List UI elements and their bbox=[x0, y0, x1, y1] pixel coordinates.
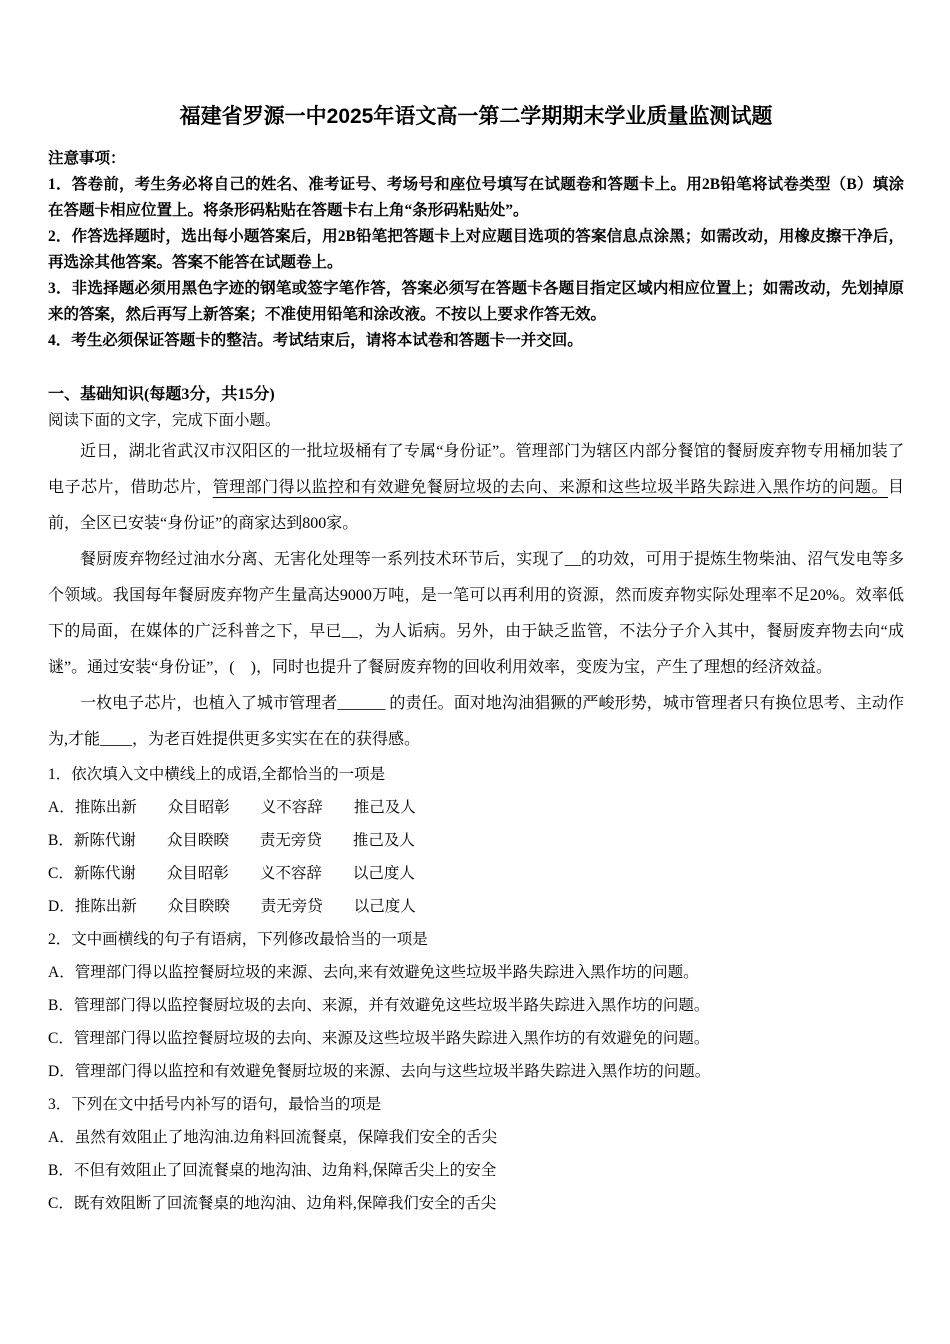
question-1-stem: 1．依次填入文中横线上的成语,全都恰当的一项是 bbox=[48, 766, 386, 783]
question-1-option-c: C．新陈代谢 众目昭彰 义不容辞 以己度人 bbox=[48, 865, 415, 882]
question-3-option-a: A．虽然有效阻止了地沟油.边角料回流餐桌，保障我们安全的舌尖 bbox=[48, 1129, 498, 1146]
notice-item-1: 1．答卷前，考生务必将自己的姓名、准考证号、考场号和座位号填写在试题卷和答题卡上。用2B铅笔将试卷类型（B）填涂在答题卡相应位置上。将条形码粘贴在答题卡右上角“条形码粘贴处”。 bbox=[48, 176, 904, 219]
question-1 bbox=[48, 758, 904, 923]
passage-paragraph-1 bbox=[48, 434, 904, 542]
paragraph-1-post-text: 目前，全区已安装“身份证”的商家达到800家。 bbox=[48, 479, 904, 532]
page-title: 福建省罗源一中2025年语文高一第二学期期末学业质量监测试题 bbox=[179, 105, 773, 128]
question-1-option-d: D．推陈出新 众目睽睽 责无旁贷 以己度人 bbox=[48, 898, 416, 915]
paragraph-1-pre-text: 近日，湖北省武汉市汉阳区的一批垃圾桶有了专属“身份证”。管理部门为辖区内部分餐馆的餐厨废弃物专用桶加装了电子芯片，借助芯片， bbox=[48, 443, 904, 496]
section-1-heading: 一、基础知识(每题3分，共15分) bbox=[48, 386, 275, 403]
passage-paragraph-2: 餐厨废弃物经过油水分离、无害化处理等一系列技术环节后，实现了__的功效，可用于提炼生物柴油、沼气发电等多个领域。我国每年餐厨废弃物产生量高达9000万吨，是一笔可以再利用的资源，然而废弃物实际处理率不足20%。效率低下的局面，在媒体的广泛科普之下，早已__，为人诟病。另外，由于缺乏监管，不法分子介入其中，餐厨废弃物去向“成谜”。通过安装“身份证”，( )，同时也提升了餐厨废弃物的回收利用效率，变废为宝，产生了理想的经济效益。 bbox=[48, 551, 904, 676]
notice-item-4: 4．考生必须保证答题卡的整洁。考试结束后，请将本试卷和答题卡一并交回。 bbox=[48, 332, 583, 349]
section-1-intro: 阅读下面的文字，完成下面小题。 bbox=[48, 412, 281, 429]
notice-item-2: 2．作答选择题时，选出每小题答案后，用2B铅笔把答题卡上对应题目选项的答案信息点涂黑；如需改动，用橡皮擦干净后，再选涂其他答案。答案不能答在试题卷上。 bbox=[48, 228, 904, 271]
reading-passage bbox=[48, 434, 904, 758]
question-3 bbox=[48, 1088, 904, 1220]
paragraph-1-underlined-text: 管理部门得以监控和有效避免餐厨垃圾的去向、来源和这些垃圾半路失踪进入黑作坊的问题。 bbox=[212, 479, 888, 496]
passage-paragraph-3: 一枚电子芯片，也植入了城市管理者______ 的责任。面对地沟油猖獗的严峻形势，城市管理者只有换位思考、主动作为,才能____，为老百姓提供更多实实在在的获得感。 bbox=[48, 695, 904, 748]
question-3-option-b: B．不但有效阻止了回流餐桌的地沟油、边角料,保障舌尖上的安全 bbox=[48, 1162, 497, 1179]
question-3-stem: 3．下列在文中括号内补写的语句，最恰当的项是 bbox=[48, 1096, 382, 1113]
question-2-stem: 2．文中画横线的句子有语病，下列修改最恰当的一项是 bbox=[48, 931, 428, 948]
notice-item-3: 3．非选择题必须用黑色字迹的钢笔或签字笔作答，答案必须写在答题卡各题目指定区域内相应位置上；如需改动，先划掉原来的答案，然后再写上新答案；不准使用铅笔和涂改液。不按以上要求作答无效。 bbox=[48, 280, 904, 323]
notice-heading: 注意事项： bbox=[48, 150, 126, 167]
question-2 bbox=[48, 923, 904, 1088]
notice-section bbox=[48, 146, 904, 354]
questions-section bbox=[48, 758, 904, 1220]
question-3-option-c: C．既有效阻断了回流餐桌的地沟油、边角料,保障我们安全的舌尖 bbox=[48, 1195, 497, 1212]
question-1-option-a: A．推陈出新 众目昭彰 义不容辞 推己及人 bbox=[48, 799, 416, 816]
question-2-option-b: B．管理部门得以监控餐厨垃圾的去向、来源，并有效避免这些垃圾半路失踪进入黑作坊的问题。 bbox=[48, 997, 710, 1014]
question-1-option-b: B．新陈代谢 众目睽睽 责无旁贷 推己及人 bbox=[48, 832, 415, 849]
question-2-option-a: A．管理部门得以监控餐厨垃圾的来源、去向,来有效避免这些垃圾半路失踪进入黑作坊的问题。 bbox=[48, 964, 699, 981]
question-2-option-c: C．管理部门得以监控餐厨垃圾的去向、来源及这些垃圾半路失踪进入黑作坊的有效避免的问题。 bbox=[48, 1030, 710, 1047]
question-2-option-d: D．管理部门得以监控和有效避免餐厨垃圾的来源、去向与这些垃圾半路失踪进入黑作坊的问题。 bbox=[48, 1063, 711, 1080]
